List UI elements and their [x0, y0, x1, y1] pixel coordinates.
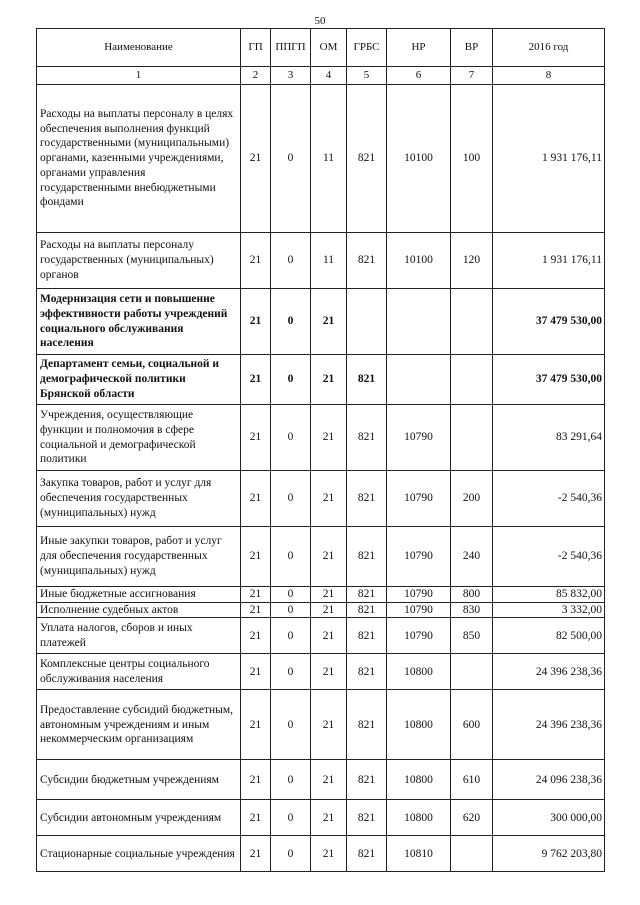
- row-ppgp: 0: [271, 471, 311, 527]
- row-grbs: 821: [347, 618, 387, 654]
- table-row: [37, 760, 605, 800]
- table-row: [37, 289, 605, 355]
- index-cell: 2: [241, 67, 271, 85]
- row-amount: 82 500,00: [493, 618, 605, 654]
- row-ppgp: 0: [271, 355, 311, 405]
- row-vr: [451, 836, 493, 872]
- header-cell: ВР: [451, 29, 493, 67]
- row-grbs: [347, 289, 387, 355]
- row-om: 21: [311, 618, 347, 654]
- row-name: Иные бюджетные ассигнования: [37, 587, 241, 603]
- index-cell: 4: [311, 67, 347, 85]
- header-cell: 2016 год: [493, 29, 605, 67]
- index-cell: 6: [387, 67, 451, 85]
- row-amount: 24 396 238,36: [493, 654, 605, 690]
- row-grbs: 821: [347, 405, 387, 471]
- index-cell: 8: [493, 67, 605, 85]
- row-name: Субсидии бюджетным учреждениям: [37, 760, 241, 800]
- row-ppgp: 0: [271, 654, 311, 690]
- row-nr: 10800: [387, 690, 451, 760]
- row-om: 21: [311, 587, 347, 603]
- row-om: 21: [311, 690, 347, 760]
- row-om: 21: [311, 836, 347, 872]
- row-name: Расходы на выплаты персоналу в целях обеспечения выполнения функций государственными (муниципальными) органами, казенными учреждениями, органами управления государственными внебюджетными фондами: [37, 85, 241, 233]
- row-ppgp: 0: [271, 587, 311, 603]
- row-om: 21: [311, 405, 347, 471]
- budget-table: [36, 28, 605, 872]
- row-grbs: 821: [347, 690, 387, 760]
- row-name: Модернизация сети и повышение эффективности работы учреждений социального обслуживания населения: [37, 289, 241, 355]
- index-cell: 3: [271, 67, 311, 85]
- row-amount: 1 931 176,11: [493, 233, 605, 289]
- table-row: [37, 405, 605, 471]
- header-cell: ППГП: [271, 29, 311, 67]
- index-cell: 5: [347, 67, 387, 85]
- row-ppgp: 0: [271, 602, 311, 618]
- row-grbs: 821: [347, 233, 387, 289]
- row-nr: 10100: [387, 233, 451, 289]
- row-ppgp: 0: [271, 85, 311, 233]
- row-nr: 10790: [387, 405, 451, 471]
- row-om: 11: [311, 233, 347, 289]
- row-grbs: 821: [347, 527, 387, 587]
- row-vr: 120: [451, 233, 493, 289]
- header-row: [37, 29, 605, 67]
- row-vr: 620: [451, 800, 493, 836]
- row-ppgp: 0: [271, 233, 311, 289]
- row-vr: [451, 289, 493, 355]
- row-name: Расходы на выплаты персоналу государственных (муниципальных) органов: [37, 233, 241, 289]
- table-row: [37, 690, 605, 760]
- row-amount: 85 832,00: [493, 587, 605, 603]
- row-om: 21: [311, 760, 347, 800]
- table-row: [37, 85, 605, 233]
- table-row: [37, 800, 605, 836]
- row-grbs: 821: [347, 602, 387, 618]
- row-nr: [387, 355, 451, 405]
- row-grbs: 821: [347, 587, 387, 603]
- row-gp: 21: [241, 587, 271, 603]
- row-name: Субсидии автономным учреждениям: [37, 800, 241, 836]
- row-amount: -2 540,36: [493, 527, 605, 587]
- row-ppgp: 0: [271, 690, 311, 760]
- row-amount: 83 291,64: [493, 405, 605, 471]
- row-grbs: 821: [347, 836, 387, 872]
- row-om: 11: [311, 85, 347, 233]
- row-om: 21: [311, 471, 347, 527]
- row-nr: 10100: [387, 85, 451, 233]
- row-name: Департамент семьи, социальной и демографической политики Брянской области: [37, 355, 241, 405]
- header-cell: ГП: [241, 29, 271, 67]
- table-row: [37, 587, 605, 603]
- table-row: [37, 602, 605, 618]
- row-grbs: 821: [347, 800, 387, 836]
- row-ppgp: 0: [271, 836, 311, 872]
- row-nr: 10790: [387, 587, 451, 603]
- row-vr: 240: [451, 527, 493, 587]
- row-ppgp: 0: [271, 405, 311, 471]
- row-gp: 21: [241, 471, 271, 527]
- table-row: [37, 618, 605, 654]
- header-cell: Наименование: [37, 29, 241, 67]
- table-row: [37, 355, 605, 405]
- row-name: Закупка товаров, работ и услуг для обеспечения государственных (муниципальных) нужд: [37, 471, 241, 527]
- row-ppgp: 0: [271, 527, 311, 587]
- row-nr: 10800: [387, 800, 451, 836]
- row-nr: 10810: [387, 836, 451, 872]
- row-amount: 37 479 530,00: [493, 289, 605, 355]
- row-om: 21: [311, 800, 347, 836]
- row-amount: 37 479 530,00: [493, 355, 605, 405]
- table-row: [37, 233, 605, 289]
- row-grbs: 821: [347, 85, 387, 233]
- row-nr: 10790: [387, 471, 451, 527]
- row-name: Предоставление субсидий бюджетным, автономным учреждениям и иным некоммерческим организациям: [37, 690, 241, 760]
- row-gp: 21: [241, 836, 271, 872]
- row-amount: 24 396 238,36: [493, 690, 605, 760]
- row-nr: [387, 289, 451, 355]
- row-gp: 21: [241, 654, 271, 690]
- row-ppgp: 0: [271, 800, 311, 836]
- row-nr: 10790: [387, 618, 451, 654]
- header-cell: НР: [387, 29, 451, 67]
- table-row: [37, 654, 605, 690]
- row-gp: 21: [241, 289, 271, 355]
- row-om: 21: [311, 527, 347, 587]
- row-gp: 21: [241, 618, 271, 654]
- row-grbs: 821: [347, 760, 387, 800]
- row-nr: 10790: [387, 527, 451, 587]
- row-amount: 3 332,00: [493, 602, 605, 618]
- row-vr: 600: [451, 690, 493, 760]
- table-row: [37, 527, 605, 587]
- row-name: Уплата налогов, сборов и иных платежей: [37, 618, 241, 654]
- row-gp: 21: [241, 233, 271, 289]
- column-index-row: [37, 67, 605, 85]
- row-vr: 200: [451, 471, 493, 527]
- row-vr: [451, 355, 493, 405]
- row-name: Иные закупки товаров, работ и услуг для обеспечения государственных (муниципальных) нужд: [37, 527, 241, 587]
- row-om: 21: [311, 289, 347, 355]
- row-amount: 9 762 203,80: [493, 836, 605, 872]
- row-gp: 21: [241, 405, 271, 471]
- row-vr: 830: [451, 602, 493, 618]
- row-grbs: 821: [347, 654, 387, 690]
- row-gp: 21: [241, 800, 271, 836]
- row-vr: 100: [451, 85, 493, 233]
- row-grbs: 821: [347, 355, 387, 405]
- header-cell: ОМ: [311, 29, 347, 67]
- row-gp: 21: [241, 690, 271, 760]
- index-cell: 7: [451, 67, 493, 85]
- page-number: 50: [314, 15, 326, 27]
- row-nr: 10800: [387, 654, 451, 690]
- row-amount: 1 931 176,11: [493, 85, 605, 233]
- row-gp: 21: [241, 355, 271, 405]
- row-amount: 300 000,00: [493, 800, 605, 836]
- header-cell: ГРБС: [347, 29, 387, 67]
- row-ppgp: 0: [271, 289, 311, 355]
- row-nr: 10800: [387, 760, 451, 800]
- row-name: Исполнение судебных актов: [37, 602, 241, 618]
- row-om: 21: [311, 654, 347, 690]
- row-vr: 800: [451, 587, 493, 603]
- row-name: Стационарные социальные учреждения: [37, 836, 241, 872]
- row-gp: 21: [241, 602, 271, 618]
- row-gp: 21: [241, 760, 271, 800]
- index-cell: 1: [37, 67, 241, 85]
- row-amount: -2 540,36: [493, 471, 605, 527]
- table-row: [37, 836, 605, 872]
- row-ppgp: 0: [271, 618, 311, 654]
- row-amount: 24 096 238,36: [493, 760, 605, 800]
- row-gp: 21: [241, 85, 271, 233]
- table-row: [37, 471, 605, 527]
- row-vr: 850: [451, 618, 493, 654]
- row-gp: 21: [241, 527, 271, 587]
- row-grbs: 821: [347, 471, 387, 527]
- row-name: Комплексные центры социального обслуживания населения: [37, 654, 241, 690]
- row-name: Учреждения, осуществляющие функции и полномочия в сфере социальной и демографической политики: [37, 405, 241, 471]
- row-nr: 10790: [387, 602, 451, 618]
- row-vr: [451, 654, 493, 690]
- row-vr: 610: [451, 760, 493, 800]
- row-om: 21: [311, 602, 347, 618]
- row-vr: [451, 405, 493, 471]
- row-om: 21: [311, 355, 347, 405]
- row-ppgp: 0: [271, 760, 311, 800]
